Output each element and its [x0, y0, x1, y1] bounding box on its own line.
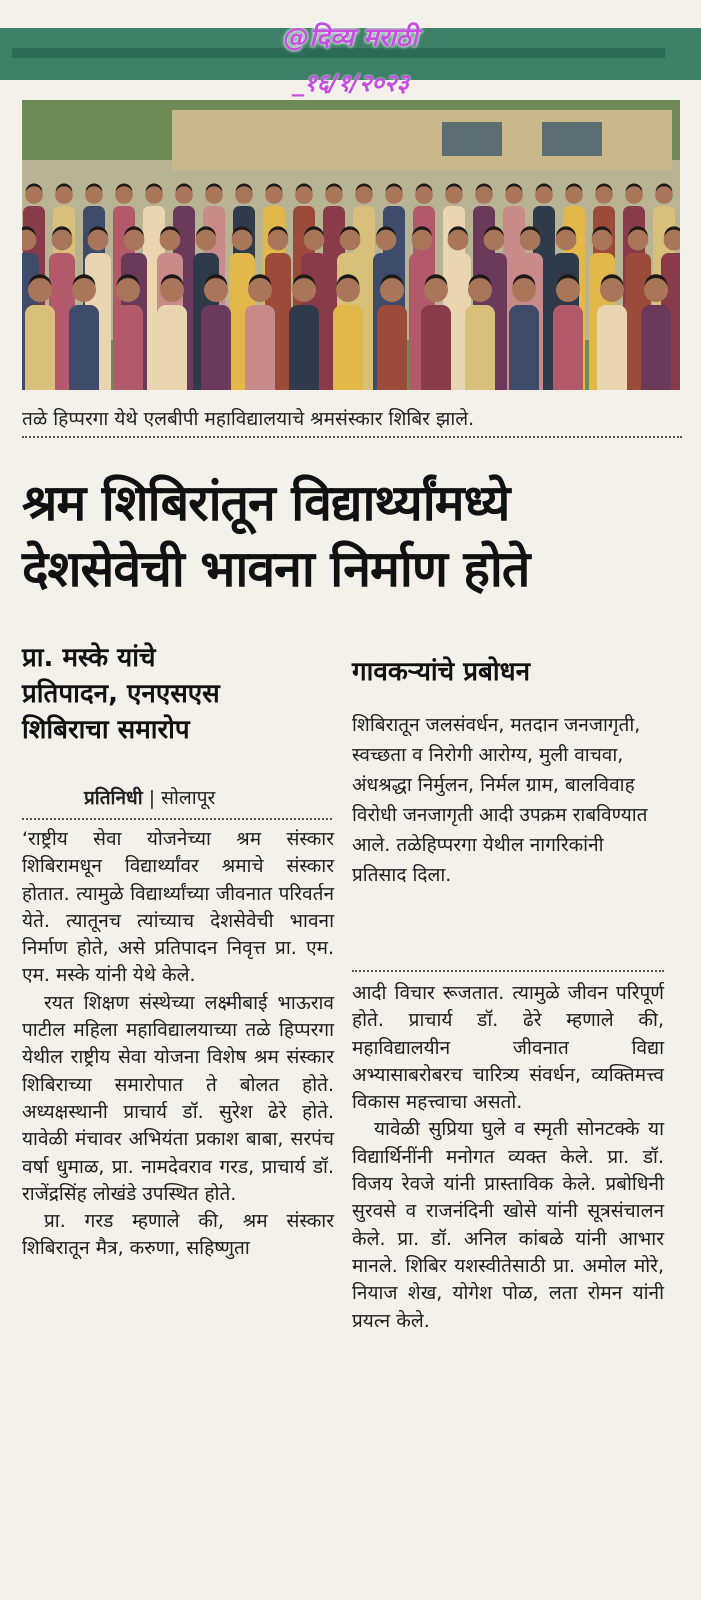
- right-column: [352, 980, 664, 1335]
- right-paragraph-2: यावेळी सुप्रिया घुले व स्मृती सोनटक्के या विद्यार्थिनींनी मनोगत व्यक्त केले. प्रा. डॉ. विजय रेवजे यांनी प्रास्ताविक केले. प्रबोधिनी सुरवसे व राजनंदिनी खोसे यांनी सूत्रसंचालन केले. प्रा. डॉ. अनिल कांबळे यांनी आभार मानले. शिबिर यशस्वीतेसाठी प्रा. अमोल मोरे, नियाज शेख, योगेश पोळ, लता रोमन यांनी प्रयत्न केले.: [352, 1118, 664, 1332]
- left-paragraph-1: ‘राष्ट्रीय सेवा योजनेच्या श्रम संस्कार शिबिरामधून विद्यार्थ्यांवर श्रमाचे संस्कार होतात. त्यामुळे विद्यार्थ्यांच्या जीवनात परिवर्तन येते. त्यातूनच त्यांच्याच देशसेवेची भावना निर्माण होते, असे प्रतिपादन निवृत्त प्रा. एम. एम. मस्के यांनी येथे केले.: [22, 828, 334, 987]
- subhead-line-1: प्रा. मस्के यांचे: [22, 643, 156, 673]
- subhead-left: [22, 640, 322, 748]
- box-title: गावकऱ्यांचे प्रबोधन: [352, 657, 530, 687]
- subhead-line-3: शिबिराचा समारोप: [22, 715, 190, 745]
- byline-place: | सोलापूर: [148, 787, 216, 809]
- brand-watermark: @दिव्य मराठी: [283, 23, 418, 53]
- left-paragraph-3: प्रा. गरड म्हणाले की, श्रम संस्कार शिबिरातून मैत्र, करुणा, सहिष्णुता: [22, 1210, 334, 1260]
- headline-line-1: श्रम शिबिरांतून विद्यार्थ्यांमध्ये: [22, 474, 510, 532]
- headline-line-2: देशसेवेची भावना निर्माण होते: [22, 540, 530, 598]
- left-column: [22, 826, 334, 1263]
- photo-caption: तळे हिप्परगा येथे एलबीपी महाविद्यालयाचे श्रमसंस्कार शिबिर झाले.: [22, 408, 475, 430]
- group-photo-illustration: [22, 100, 680, 390]
- caption-divider: [22, 436, 682, 438]
- box-divider: [352, 970, 664, 972]
- byline-author: प्रतिनिधी: [84, 787, 143, 809]
- headline: [22, 470, 692, 602]
- group-photo: [22, 100, 680, 390]
- issue-date: _१६/१/२०२३: [292, 69, 409, 97]
- left-paragraph-2: रयत शिक्षण संस्थेच्या लक्ष्मीबाई भाऊराव पाटील महिला महाविद्यालयाच्या तळे हिप्परगा येथील राष्ट्रीय सेवा योजना विशेष श्रम संस्कार शिबिराच्या समारोपात ते बोलत होते. अध्यक्षस्थानी प्राचार्य डॉ. सुरेश ढेरे होते. यावेळी मंचावर अभियंता प्रकाश बाबा, सरपंच वर्षा धुमाळ, प्रा. नामदेवराव गरड, प्राचार्य डॉ. राजेंद्रसिंह लोखंडे उपस्थित होते.: [22, 991, 334, 1205]
- right-paragraph-1: आदी विचार रूजतात. त्यामुळे जीवन परिपूर्ण होते. प्राचार्य डॉ. ढेरे म्हणाले की, महाविद्यालयीन जीवनात विद्या अभ्यासाबरोबरच चारित्र्य संवर्धन, व्यक्तिमत्त्व विकास महत्त्वाचा असतो.: [352, 982, 664, 1114]
- box-text: शिबिरातून जलसंवर्धन, मतदान जनजागृती, स्वच्छता व निरोगी आरोग्य, मुली वाचवा, अंधश्रद्धा निर्मुलन, निर्मल ग्राम, बालविवाह विरोधी जनजागृती आदी उपक्रम राबविण्यात आले. तळेहिप्परगा येथील नागरिकांनी प्रतिसाद दिला.: [352, 714, 648, 886]
- byline: [84, 784, 344, 810]
- subhead-line-2: प्रतिपादन, एनएसएस: [22, 679, 220, 709]
- byline-divider: [22, 818, 332, 820]
